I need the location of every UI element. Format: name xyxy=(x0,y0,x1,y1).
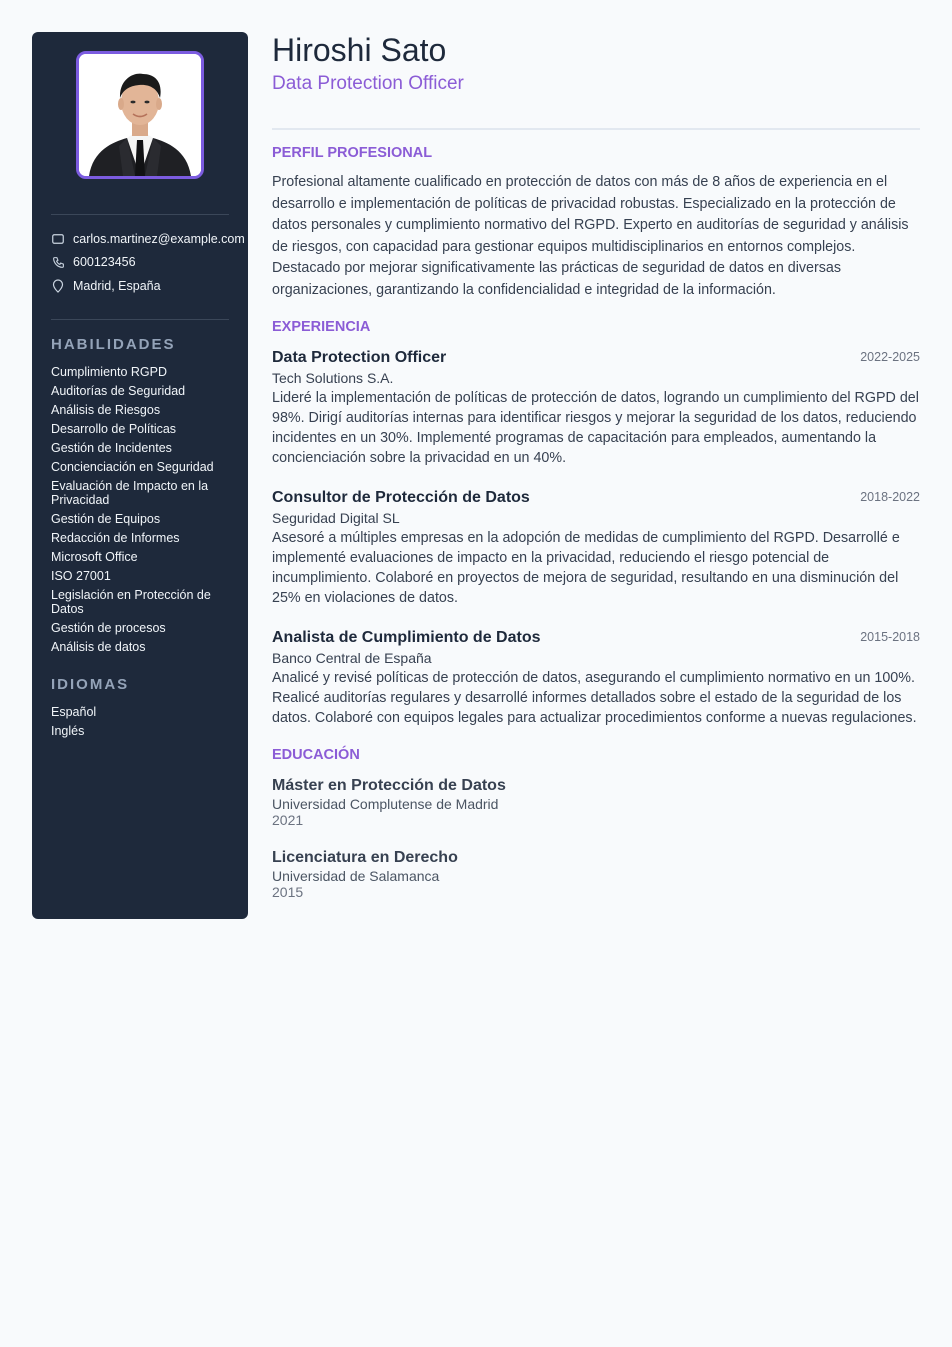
education-item xyxy=(272,848,920,900)
education-year: 2015 xyxy=(272,884,304,900)
experience-item xyxy=(272,348,920,468)
experience-dates: 2015-2018 xyxy=(860,630,920,644)
experience-role: Analista de Cumplimiento de Datos xyxy=(272,629,541,646)
profile-photo-illustration xyxy=(79,54,201,176)
education-degree: Licenciatura en Derecho xyxy=(272,849,458,866)
contact-location xyxy=(51,277,161,295)
contact-phone[interactable] xyxy=(51,253,136,271)
education-school: Universidad Complutense de Madrid xyxy=(272,796,499,812)
experience-company: Tech Solutions S.A. xyxy=(272,370,394,386)
list-item: Gestión de procesos xyxy=(51,621,166,635)
list-item: Inglés xyxy=(51,724,85,738)
list-item: Auditorías de Seguridad xyxy=(51,384,186,398)
header-divider xyxy=(272,128,920,130)
education-school: Universidad de Salamanca xyxy=(272,868,440,884)
education-heading: EDUCACIÓN xyxy=(272,747,360,763)
list-item: Desarrollo de Políticas xyxy=(51,422,177,436)
experience-company: Seguridad Digital SL xyxy=(272,510,400,526)
list-item: Gestión de Equipos xyxy=(51,512,161,526)
skills-heading: HABILIDADES xyxy=(51,336,176,353)
languages-heading: IDIOMAS xyxy=(51,676,130,693)
contact-phone-text: 600123456 xyxy=(73,255,136,269)
mail-icon xyxy=(51,232,65,246)
experience-item xyxy=(272,488,920,608)
summary-text: Profesional altamente cualificado en protección de datos con más de 8 años de experiencia en el desarrollo e implementación de políticas de privacidad robustas. Especializado en la protección de datos personales y cumplimiento normativo del RGPD. Experto en auditorías de seguridad y análisis de riesgos, con capacidad para gestionar equipos multidisciplinarios en entornos complejos. Destacado por mejorar significativamente las prácticas de seguridad de datos en diversas organizaciones, garantizando la confidencialidad e integridad de la información. xyxy=(272,174,909,298)
list-item: Análisis de Riesgos xyxy=(51,403,161,417)
education-year: 2021 xyxy=(272,812,304,828)
education-item xyxy=(272,776,920,828)
location-pin-icon xyxy=(51,279,65,293)
profile-photo xyxy=(76,51,204,179)
experience-description: Asesoré a múltiples empresas en la adopción de medidas de cumplimiento del RGPD. Desarrollé e implementé evaluaciones de impacto en la privacidad, reduciendo el riesgo potencial de incumplimiento. Colaboré en proyectos de mejora de seguridad, resultando en una disminución del 25% en violaciones de datos. xyxy=(272,530,900,606)
phone-icon xyxy=(51,255,65,269)
experience-item xyxy=(272,628,920,728)
list-item: Español xyxy=(51,705,97,719)
sidebar-divider xyxy=(51,214,229,215)
experience-dates: 2018-2022 xyxy=(860,490,920,504)
list-item: Redacción de Informes xyxy=(51,531,180,545)
experience-description: Analicé y revisé políticas de protección de datos, asegurando el cumplimiento normativo en un 100%. Realicé auditorías regulares y desarrollé informes detallados sobre el estado de la seguridad de los datos. Colaboré con equipos legales para actualizar procedimientos conforme a nuevas regulaciones. xyxy=(272,670,917,726)
education-degree: Máster en Protección de Datos xyxy=(272,777,506,794)
list-item: ISO 27001 xyxy=(51,569,111,583)
candidate-name: Hiroshi Sato xyxy=(272,32,447,68)
experience-dates: 2022-2025 xyxy=(860,350,920,364)
sidebar-divider xyxy=(51,319,229,320)
contact-email[interactable] xyxy=(51,230,245,248)
list-item: Cumplimiento RGPD xyxy=(51,365,168,379)
sidebar xyxy=(32,32,248,919)
list-item: Evaluación de Impacto en la Privacidad xyxy=(51,479,209,507)
summary-heading: PERFIL PROFESIONAL xyxy=(272,145,433,161)
experience-role: Data Protection Officer xyxy=(272,349,447,366)
list-item: Análisis de datos xyxy=(51,640,146,654)
skills-list xyxy=(51,365,229,659)
experience-company: Banco Central de España xyxy=(272,650,432,666)
candidate-title: Data Protection Officer xyxy=(272,73,464,94)
experience-heading: EXPERIENCIA xyxy=(272,319,371,335)
experience-description: Lideré la implementación de políticas de protección de datos, logrando un cumplimiento del RGPD del 98%. Dirigí auditorías internas para identificar riesgos y mejorar la seguridad de los datos, reduciendo incidentes en un 30%. Implementé programas de capacitación para empleados, aumentando la concienciación sobre la privacidad en un 40%. xyxy=(272,390,919,466)
contact-location-text: Madrid, España xyxy=(73,279,161,293)
list-item: Concienciación en Seguridad xyxy=(51,460,214,474)
contact-email-text: carlos.martinez@example.com xyxy=(73,232,245,246)
list-item: Gestión de Incidentes xyxy=(51,441,172,455)
experience-role: Consultor de Protección de Datos xyxy=(272,489,530,506)
list-item: Microsoft Office xyxy=(51,550,138,564)
languages-list xyxy=(51,705,229,743)
list-item: Legislación en Protección de Datos xyxy=(51,588,211,616)
